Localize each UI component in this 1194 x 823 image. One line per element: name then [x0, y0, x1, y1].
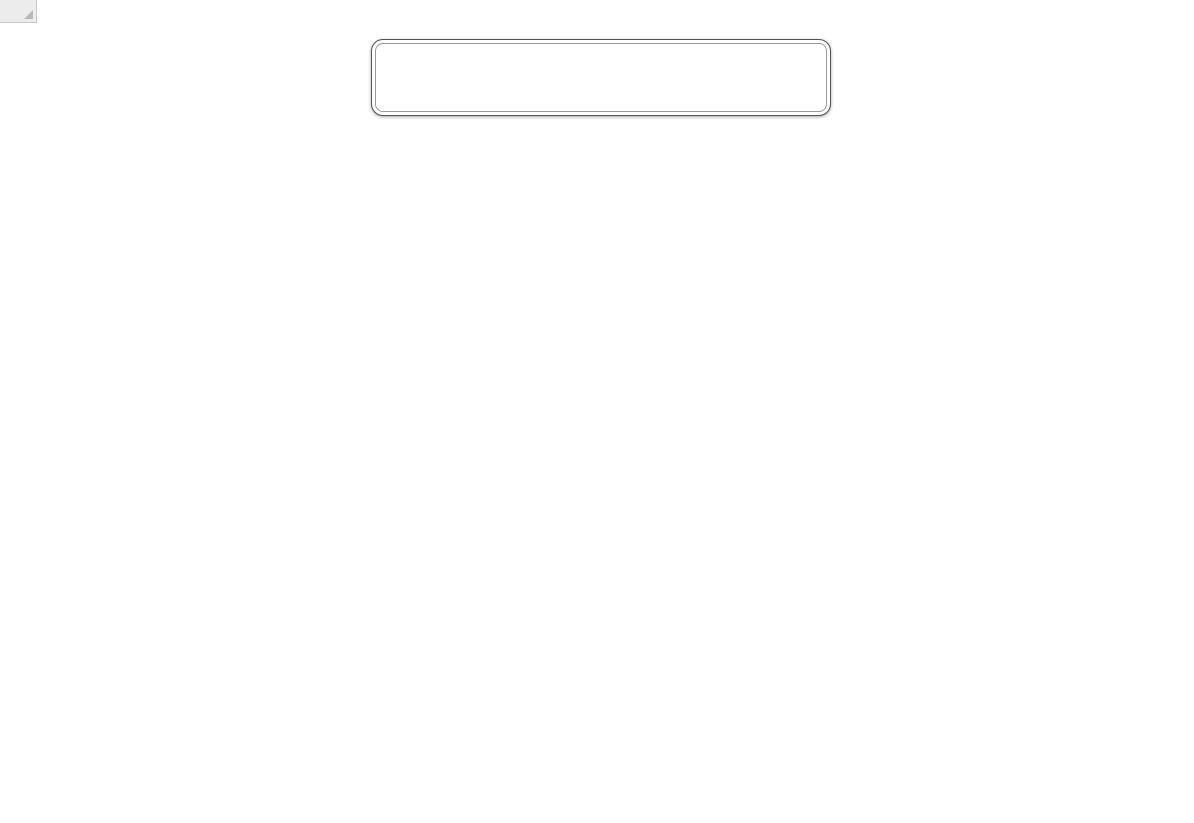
sheet-grid[interactable]: [37, 23, 1194, 823]
title-box[interactable]: [371, 39, 831, 116]
year-cell[interactable]: [37, 138, 107, 192]
select-all-corner[interactable]: [0, 0, 37, 23]
